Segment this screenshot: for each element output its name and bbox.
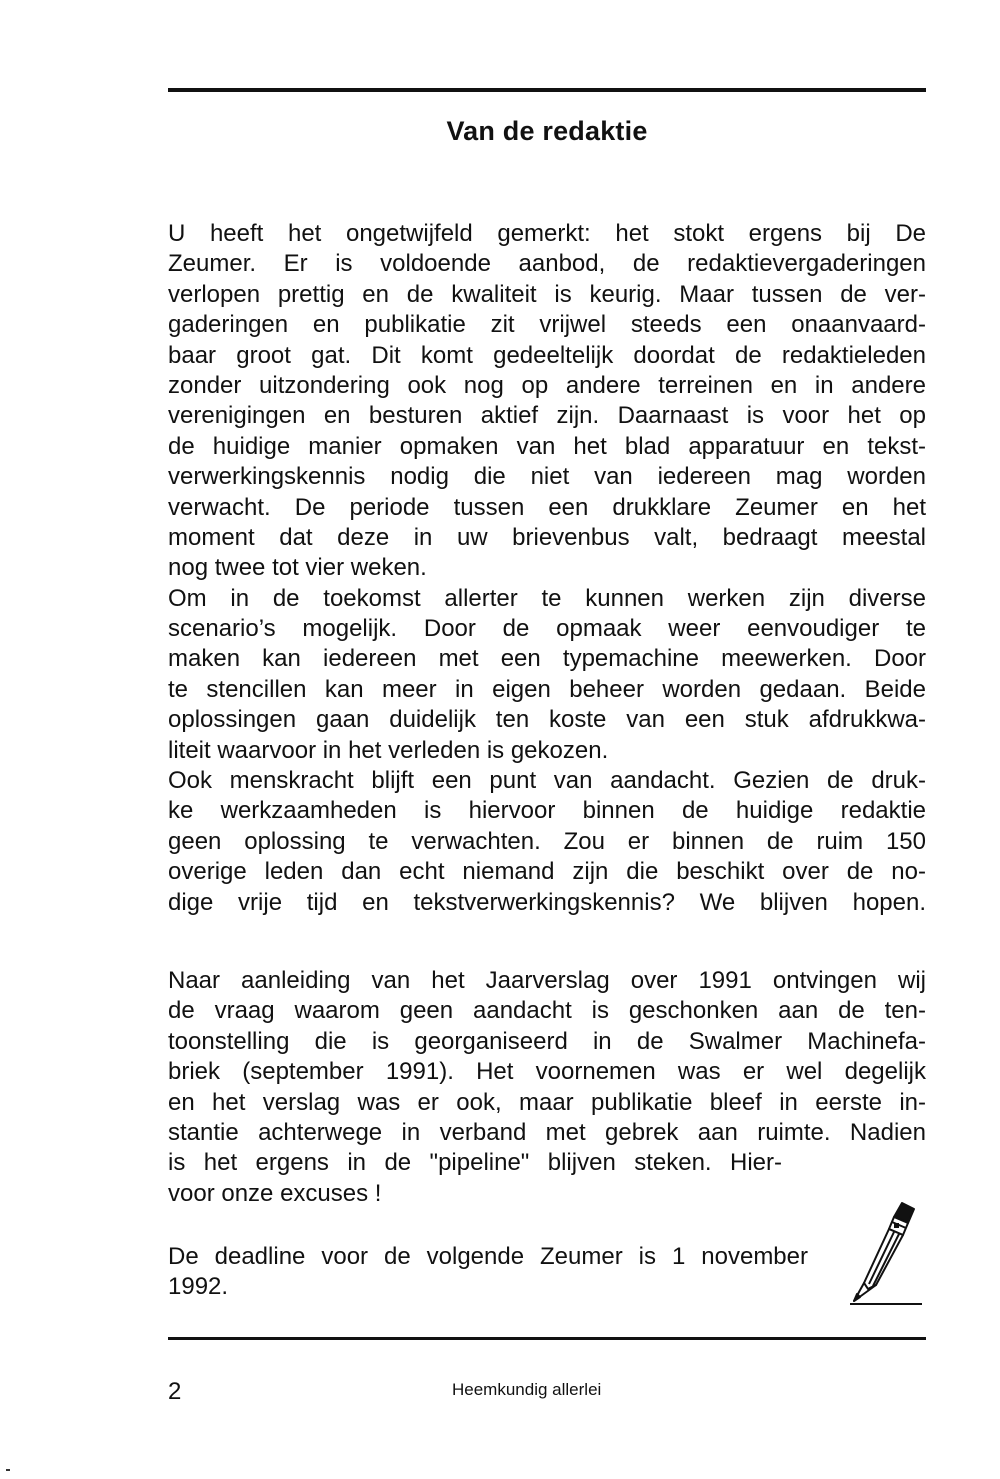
text-line: stantie achterwege in verband met gebrek aan ruimte. Nadien (168, 1118, 926, 1146)
text-line: Naar aanleiding van het Jaarverslag over 1991 ontvingen wij (168, 967, 926, 994)
text-line: gaderingen en publikatie zit vrijwel steeds een onaanvaard- (168, 311, 926, 339)
text-line: scenario’s mogelijk. Door de opmaak weer eenvoudiger te (168, 615, 926, 643)
article-paragraph-2 (168, 966, 926, 1209)
text-line: te stencillen kan meer in eigen beheer worden gedaan. Beide (168, 675, 926, 703)
text-line: Ook menskracht blijft een punt van aandacht. Gezien de druk- (168, 767, 926, 795)
text-line: Om in de toekomst allerter te kunnen werken zijn diverse (168, 584, 926, 612)
text-line: verlopen prettig en de kwaliteit is keurig. Maar tussen de ver- (168, 280, 926, 308)
text-line: de vraag waarom geen aandacht is geschonken aan de ten- (168, 997, 926, 1025)
top-rule (168, 88, 926, 92)
text-line: is het ergens in de "pipeline" blijven steken. Hier- (168, 1149, 782, 1177)
text-line: Zeumer. Er is voldoende aanbod, de redaktievergaderingen (168, 250, 926, 278)
text-line: overige leden dan echt niemand zijn die beschikt over de no- (168, 858, 926, 886)
text-line: geen oplossing te verwachten. Zou er binnen de ruim 150 (168, 827, 926, 855)
text-line: dige vrije tijd en tekstverwerkingskennis? We blijven hopen. (168, 888, 926, 916)
scan-speck (6, 1469, 10, 1471)
text-line: moment dat deze in uw brievenbus valt, bedraagt meestal (168, 523, 926, 551)
text-line: De deadline voor de volgende Zeumer is 1 november (168, 1243, 808, 1270)
text-line: zonder uitzondering ook nog op andere terreinen en in andere (168, 371, 926, 399)
text-line: verwerkingskennis nodig die niet van iedereen mag worden (168, 463, 926, 491)
text-line: ke werkzaamheden is hiervoor binnen de huidige redaktie (168, 797, 926, 825)
article-paragraph-3 (168, 1242, 926, 1303)
text-line: maken kan iedereen met een typemachine meewerken. Door (168, 645, 926, 673)
text-line: baar groot gat. Dit komt gedeeltelijk doordat de redaktieleden (168, 341, 926, 369)
text-line: toonstelling die is georganiseerd in de Swalmer Machinefa- (168, 1027, 926, 1055)
article-paragraph-1 (168, 219, 926, 918)
text-line: liteit waarvoor in het verleden is gekozen. (168, 736, 609, 764)
text-line: nog twee tot vier weken. (168, 554, 427, 582)
text-line: verenigingen en besturen aktief zijn. Daarnaast is voor het op (168, 402, 926, 430)
text-line: de huidige manier opmaken van het blad apparatuur en tekst- (168, 432, 926, 460)
text-line: U heeft het ongetwijfeld gemerkt: het stokt ergens bij De (168, 220, 926, 247)
text-line: briek (september 1991). Het voornemen was er wel degelijk (168, 1058, 926, 1086)
pencil-icon (838, 1197, 928, 1309)
text-line: en het verslag was er ook, maar publikatie bleef in eerste in- (168, 1088, 926, 1116)
text-line: voor onze excuses ! (168, 1179, 382, 1207)
text-line: verwacht. De periode tussen een drukklare Zeumer en het (168, 493, 926, 521)
page-title: Van de redaktie (446, 116, 648, 146)
publication-title: Heemkundig allerlei (452, 1380, 602, 1399)
bottom-rule (168, 1337, 926, 1340)
page-number: 2 (168, 1378, 182, 1405)
text-line: 1992. (168, 1273, 229, 1301)
text-line: oplossingen gaan duidelijk ten koste van een stuk afdrukkwa- (168, 706, 926, 734)
